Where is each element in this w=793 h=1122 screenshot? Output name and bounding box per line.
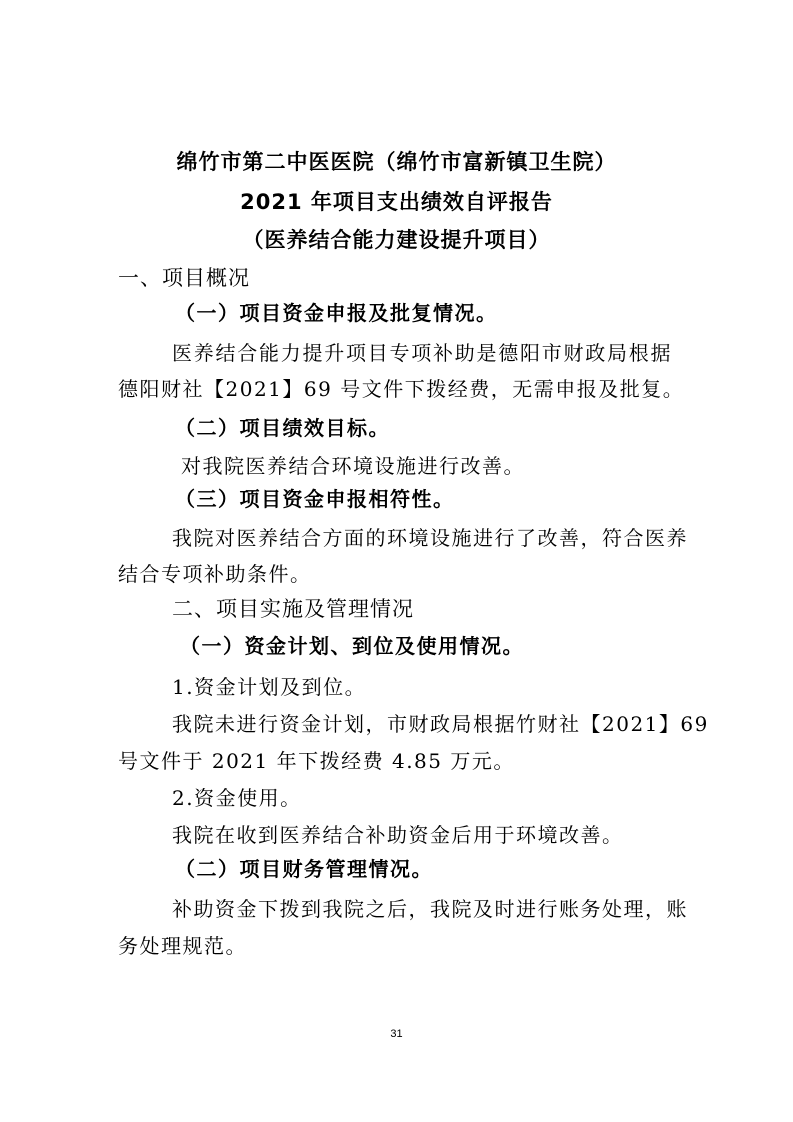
section-2-sub-2-heading: （二）项目财务管理情况。 bbox=[175, 857, 433, 881]
section-1-heading: 一、项目概况 bbox=[118, 266, 250, 290]
section-2-item-2-heading: 2.资金使用。 bbox=[172, 786, 302, 810]
title-line-3: （医养结合能力建设提升项目） bbox=[242, 228, 551, 252]
section-1-sub-2-para-line-1: 对我院医养结合环境设施进行改善。 bbox=[181, 454, 525, 478]
section-2-sub-2-para-line-2: 务处理规范。 bbox=[118, 934, 247, 958]
title-line-1: 绵竹市第二中医医院（绵竹市富新镇卫生院） bbox=[176, 150, 617, 174]
section-1-sub-3-heading: （三）项目资金申报相符性。 bbox=[175, 487, 455, 511]
section-2-item-1-line-1: 我院未进行资金计划，市财政局根据竹财社【2021】69 bbox=[172, 712, 709, 736]
section-1-sub-3-para-line-1: 我院对医养结合方面的环境设施进行了改善，符合医养 bbox=[172, 526, 688, 550]
page-number: 31 bbox=[390, 1028, 403, 1040]
section-1-sub-1-para-line-2: 德阳财社【2021】69 号文件下拨经费，无需申报及批复。 bbox=[118, 377, 685, 401]
section-1-sub-1-heading: （一）项目资金申报及批复情况。 bbox=[175, 301, 498, 325]
section-1-sub-2-heading: （二）项目绩效目标。 bbox=[175, 416, 390, 440]
section-2-item-1-heading: 1.资金计划及到位。 bbox=[172, 675, 367, 699]
section-2-item-1-line-2: 号文件于 2021 年下拨经费 4.85 万元。 bbox=[118, 749, 515, 773]
section-2-item-2-line-1: 我院在收到医养结合补助资金后用于环境改善。 bbox=[172, 823, 624, 847]
section-1-sub-3-para-line-2: 结合专项补助条件。 bbox=[118, 562, 312, 586]
section-2-sub-2-para-line-1: 补助资金下拨到我院之后，我院及时进行账务处理，账 bbox=[172, 897, 688, 921]
section-2-sub-1-heading: （一）资金计划、到位及使用情况。 bbox=[180, 634, 524, 658]
section-1-sub-1-para-line-1: 医养结合能力提升项目专项补助是德阳市财政局根据 bbox=[172, 341, 672, 365]
section-2-heading: 二、项目实施及管理情况 bbox=[172, 597, 414, 621]
title-line-2: 2021 年项目支出绩效自评报告 bbox=[240, 190, 553, 214]
